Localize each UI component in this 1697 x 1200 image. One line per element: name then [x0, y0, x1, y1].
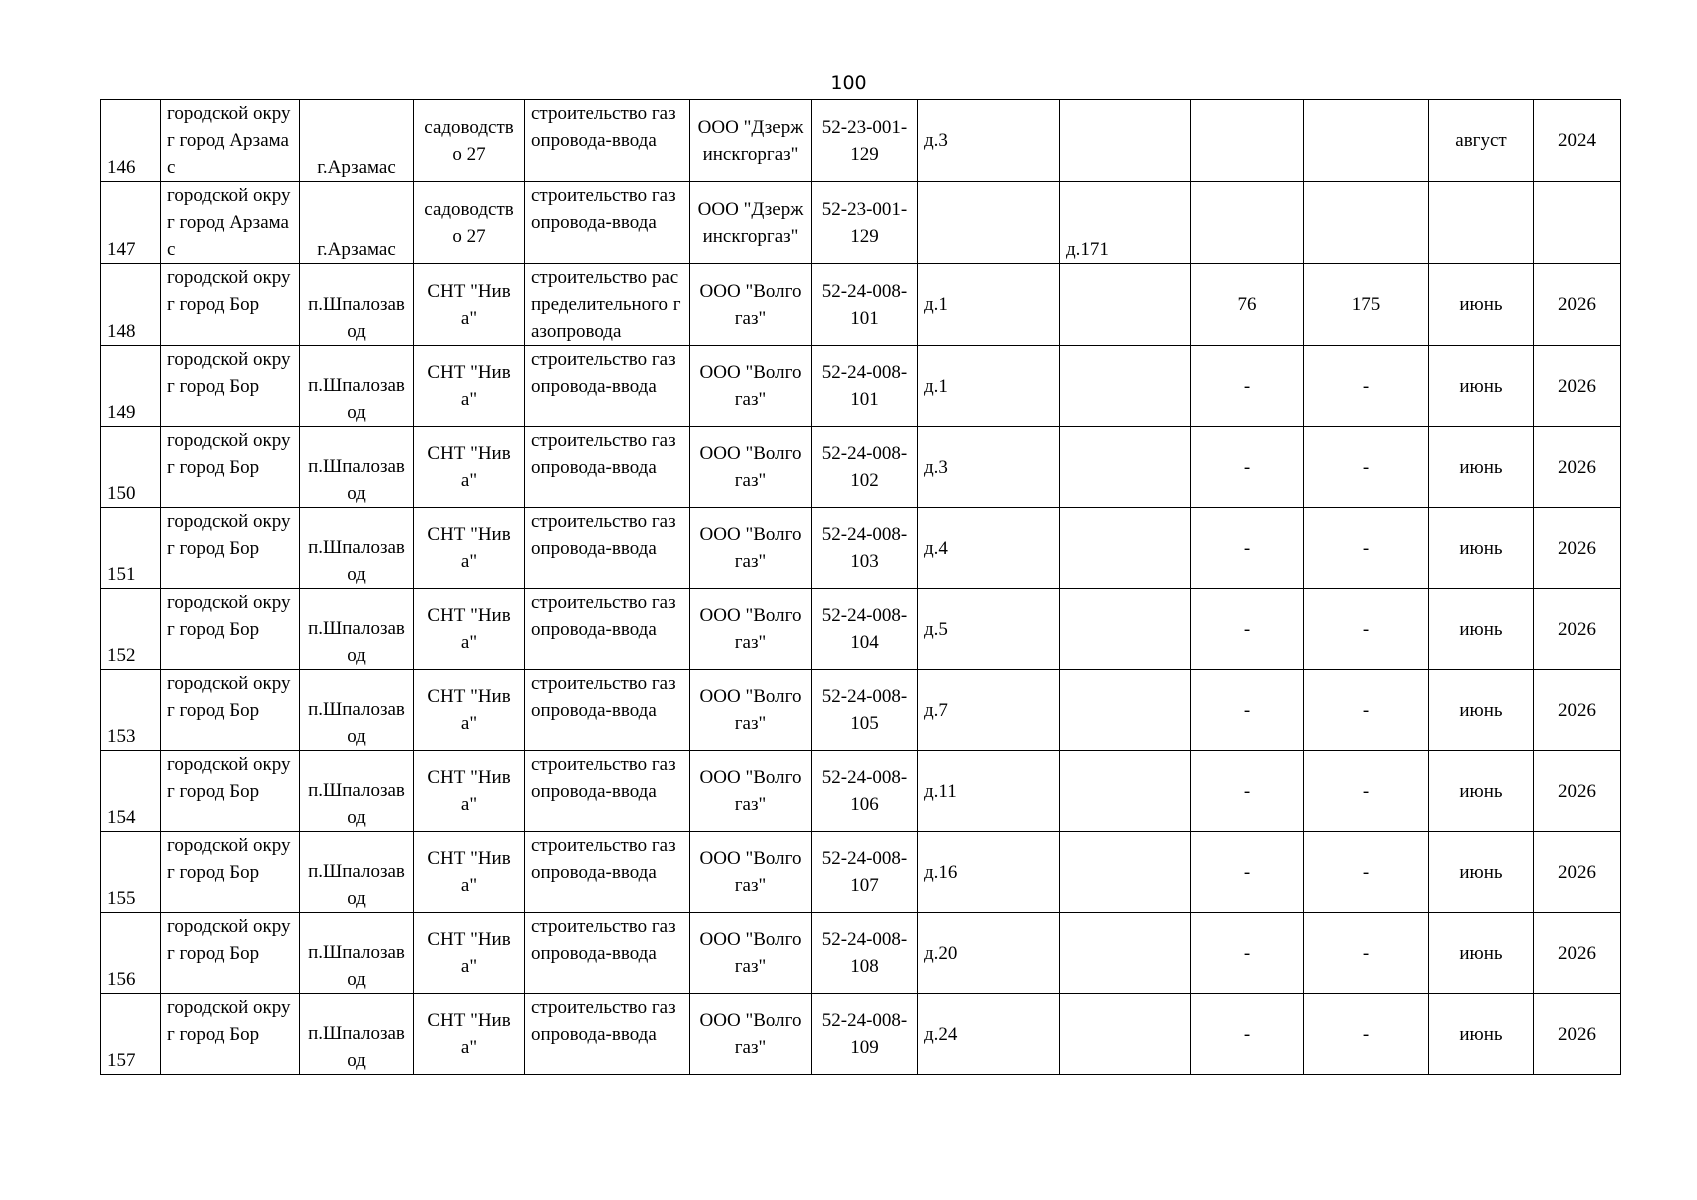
work-type-cell: строительство газопровода-ввода — [525, 994, 690, 1075]
row-number-cell: 156 — [101, 913, 161, 994]
row-number-cell: 151 — [101, 508, 161, 589]
cadastre-cell: 52-24-008-105 — [812, 670, 918, 751]
house-extra-cell — [1060, 994, 1191, 1075]
length-cell: - — [1191, 751, 1304, 832]
month-cell: июнь — [1429, 751, 1534, 832]
length-cell: - — [1191, 346, 1304, 427]
site-cell: СНТ "Нива" — [414, 508, 525, 589]
month-cell: июнь — [1429, 589, 1534, 670]
year-cell: 2026 — [1534, 670, 1621, 751]
length-cell — [1191, 182, 1304, 264]
settlement-cell: п.Шпалозавод — [300, 589, 414, 670]
work-type-cell: строительство распределительного газопровода — [525, 264, 690, 346]
cadastre-cell: 52-24-008-103 — [812, 508, 918, 589]
row-number-cell: 148 — [101, 264, 161, 346]
house-cell: д.11 — [918, 751, 1060, 832]
length-cell: - — [1191, 913, 1304, 994]
row-number-cell: 157 — [101, 994, 161, 1075]
table-row — [101, 832, 1621, 913]
site-cell: СНТ "Нива" — [414, 751, 525, 832]
settlement-cell: п.Шпалозавод — [300, 346, 414, 427]
settlement-cell: п.Шпалозавод — [300, 751, 414, 832]
site-cell: СНТ "Нива" — [414, 589, 525, 670]
organization-cell: ООО "Дзержинскгоргаз" — [690, 182, 812, 264]
year-cell: 2026 — [1534, 589, 1621, 670]
month-cell — [1429, 182, 1534, 264]
cadastre-cell: 52-24-008-107 — [812, 832, 918, 913]
house-cell: д.1 — [918, 346, 1060, 427]
organization-cell: ООО "Волгогаз" — [690, 264, 812, 346]
table-row — [101, 346, 1621, 427]
table-row — [101, 264, 1621, 346]
table-row — [101, 182, 1621, 264]
cadastre-cell: 52-24-008-108 — [812, 913, 918, 994]
settlement-cell: п.Шпалозавод — [300, 913, 414, 994]
row-number-cell: 155 — [101, 832, 161, 913]
house-cell: д.20 — [918, 913, 1060, 994]
gasification-table — [100, 99, 1621, 1075]
house-extra-cell — [1060, 427, 1191, 508]
house-extra-cell — [1060, 346, 1191, 427]
organization-cell: ООО "Волгогаз" — [690, 508, 812, 589]
organization-cell: ООО "Волгогаз" — [690, 427, 812, 508]
diameter-cell: - — [1304, 508, 1429, 589]
site-cell: СНТ "Нива" — [414, 346, 525, 427]
diameter-cell: - — [1304, 427, 1429, 508]
row-number-cell: 153 — [101, 670, 161, 751]
row-number-cell: 147 — [101, 182, 161, 264]
table-row — [101, 100, 1621, 182]
diameter-cell: - — [1304, 913, 1429, 994]
row-number-cell: 152 — [101, 589, 161, 670]
month-cell: июнь — [1429, 832, 1534, 913]
house-cell: д.4 — [918, 508, 1060, 589]
site-cell: СНТ "Нива" — [414, 994, 525, 1075]
year-cell: 2024 — [1534, 100, 1621, 182]
table-row — [101, 751, 1621, 832]
year-cell: 2026 — [1534, 832, 1621, 913]
municipality-cell: городской округ город Бор — [161, 346, 300, 427]
month-cell: июнь — [1429, 427, 1534, 508]
length-cell — [1191, 100, 1304, 182]
settlement-cell: п.Шпалозавод — [300, 832, 414, 913]
municipality-cell: городской округ город Бор — [161, 508, 300, 589]
row-number-cell: 149 — [101, 346, 161, 427]
diameter-cell: - — [1304, 994, 1429, 1075]
work-type-cell: строительство газопровода-ввода — [525, 751, 690, 832]
house-extra-cell — [1060, 508, 1191, 589]
cadastre-cell: 52-24-008-101 — [812, 346, 918, 427]
work-type-cell: строительство газопровода-ввода — [525, 589, 690, 670]
organization-cell: ООО "Волгогаз" — [690, 913, 812, 994]
organization-cell: ООО "Волгогаз" — [690, 670, 812, 751]
municipality-cell: городской округ город Бор — [161, 670, 300, 751]
municipality-cell: городской округ город Бор — [161, 994, 300, 1075]
organization-cell: ООО "Волгогаз" — [690, 832, 812, 913]
municipality-cell: городской округ город Бор — [161, 751, 300, 832]
house-cell: д.24 — [918, 994, 1060, 1075]
table-row — [101, 913, 1621, 994]
length-cell: - — [1191, 670, 1304, 751]
settlement-cell: г.Арзамас — [300, 100, 414, 182]
site-cell: СНТ "Нива" — [414, 264, 525, 346]
month-cell: июнь — [1429, 264, 1534, 346]
diameter-cell: - — [1304, 751, 1429, 832]
year-cell: 2026 — [1534, 508, 1621, 589]
row-number-cell: 146 — [101, 100, 161, 182]
cadastre-cell: 52-23-001-129 — [812, 182, 918, 264]
cadastre-cell: 52-24-008-101 — [812, 264, 918, 346]
house-extra-cell — [1060, 913, 1191, 994]
month-cell: август — [1429, 100, 1534, 182]
site-cell: садоводство 27 — [414, 100, 525, 182]
cadastre-cell: 52-24-008-104 — [812, 589, 918, 670]
work-type-cell: строительство газопровода-ввода — [525, 913, 690, 994]
diameter-cell: - — [1304, 589, 1429, 670]
house-cell: д.3 — [918, 427, 1060, 508]
length-cell: - — [1191, 508, 1304, 589]
house-extra-cell: д.171 — [1060, 182, 1191, 264]
house-extra-cell — [1060, 751, 1191, 832]
municipality-cell: городской округ город Бор — [161, 913, 300, 994]
length-cell: - — [1191, 589, 1304, 670]
organization-cell: ООО "Волгогаз" — [690, 751, 812, 832]
cadastre-cell: 52-24-008-109 — [812, 994, 918, 1075]
settlement-cell: г.Арзамас — [300, 182, 414, 264]
work-type-cell: строительство газопровода-ввода — [525, 670, 690, 751]
year-cell: 2026 — [1534, 264, 1621, 346]
table-row — [101, 508, 1621, 589]
work-type-cell: строительство газопровода-ввода — [525, 427, 690, 508]
year-cell: 2026 — [1534, 751, 1621, 832]
settlement-cell: п.Шпалозавод — [300, 264, 414, 346]
municipality-cell: городской округ город Бор — [161, 264, 300, 346]
page-number: 100 — [830, 72, 867, 94]
house-cell: д.3 — [918, 100, 1060, 182]
month-cell: июнь — [1429, 994, 1534, 1075]
diameter-cell: - — [1304, 346, 1429, 427]
work-type-cell: строительство газопровода-ввода — [525, 346, 690, 427]
organization-cell: ООО "Дзержинскгоргаз" — [690, 100, 812, 182]
work-type-cell: строительство газопровода-ввода — [525, 182, 690, 264]
diameter-cell: 175 — [1304, 264, 1429, 346]
cadastre-cell: 52-24-008-106 — [812, 751, 918, 832]
cadastre-cell: 52-24-008-102 — [812, 427, 918, 508]
settlement-cell: п.Шпалозавод — [300, 994, 414, 1075]
house-cell: д.7 — [918, 670, 1060, 751]
organization-cell: ООО "Волгогаз" — [690, 994, 812, 1075]
site-cell: СНТ "Нива" — [414, 913, 525, 994]
row-number-cell: 150 — [101, 427, 161, 508]
diameter-cell — [1304, 100, 1429, 182]
settlement-cell: п.Шпалозавод — [300, 670, 414, 751]
house-cell: д.1 — [918, 264, 1060, 346]
diameter-cell: - — [1304, 670, 1429, 751]
house-cell: д.5 — [918, 589, 1060, 670]
row-number-cell: 154 — [101, 751, 161, 832]
municipality-cell: городской округ город Бор — [161, 832, 300, 913]
month-cell: июнь — [1429, 670, 1534, 751]
table-row — [101, 427, 1621, 508]
house-extra-cell — [1060, 264, 1191, 346]
site-cell: СНТ "Нива" — [414, 670, 525, 751]
settlement-cell: п.Шпалозавод — [300, 427, 414, 508]
month-cell: июнь — [1429, 913, 1534, 994]
year-cell: 2026 — [1534, 346, 1621, 427]
site-cell: СНТ "Нива" — [414, 427, 525, 508]
cadastre-cell: 52-23-001-129 — [812, 100, 918, 182]
table-body — [101, 100, 1621, 1075]
year-cell: 2026 — [1534, 994, 1621, 1075]
length-cell: - — [1191, 994, 1304, 1075]
house-extra-cell — [1060, 589, 1191, 670]
table-row — [101, 670, 1621, 751]
work-type-cell: строительство газопровода-ввода — [525, 832, 690, 913]
month-cell: июнь — [1429, 346, 1534, 427]
house-cell — [918, 182, 1060, 264]
month-cell: июнь — [1429, 508, 1534, 589]
house-cell: д.16 — [918, 832, 1060, 913]
length-cell: - — [1191, 832, 1304, 913]
municipality-cell: городской округ город Бор — [161, 589, 300, 670]
house-extra-cell — [1060, 832, 1191, 913]
site-cell: садоводство 27 — [414, 182, 525, 264]
municipality-cell: городской округ город Арзамас — [161, 100, 300, 182]
year-cell: 2026 — [1534, 913, 1621, 994]
site-cell: СНТ "Нива" — [414, 832, 525, 913]
table-row — [101, 994, 1621, 1075]
length-cell: - — [1191, 427, 1304, 508]
year-cell — [1534, 182, 1621, 264]
year-cell: 2026 — [1534, 427, 1621, 508]
diameter-cell — [1304, 182, 1429, 264]
municipality-cell: городской округ город Бор — [161, 427, 300, 508]
diameter-cell: - — [1304, 832, 1429, 913]
work-type-cell: строительство газопровода-ввода — [525, 100, 690, 182]
house-extra-cell — [1060, 100, 1191, 182]
house-extra-cell — [1060, 670, 1191, 751]
table-row — [101, 589, 1621, 670]
settlement-cell: п.Шпалозавод — [300, 508, 414, 589]
length-cell: 76 — [1191, 264, 1304, 346]
municipality-cell: городской округ город Арзамас — [161, 182, 300, 264]
organization-cell: ООО "Волгогаз" — [690, 346, 812, 427]
work-type-cell: строительство газопровода-ввода — [525, 508, 690, 589]
organization-cell: ООО "Волгогаз" — [690, 589, 812, 670]
